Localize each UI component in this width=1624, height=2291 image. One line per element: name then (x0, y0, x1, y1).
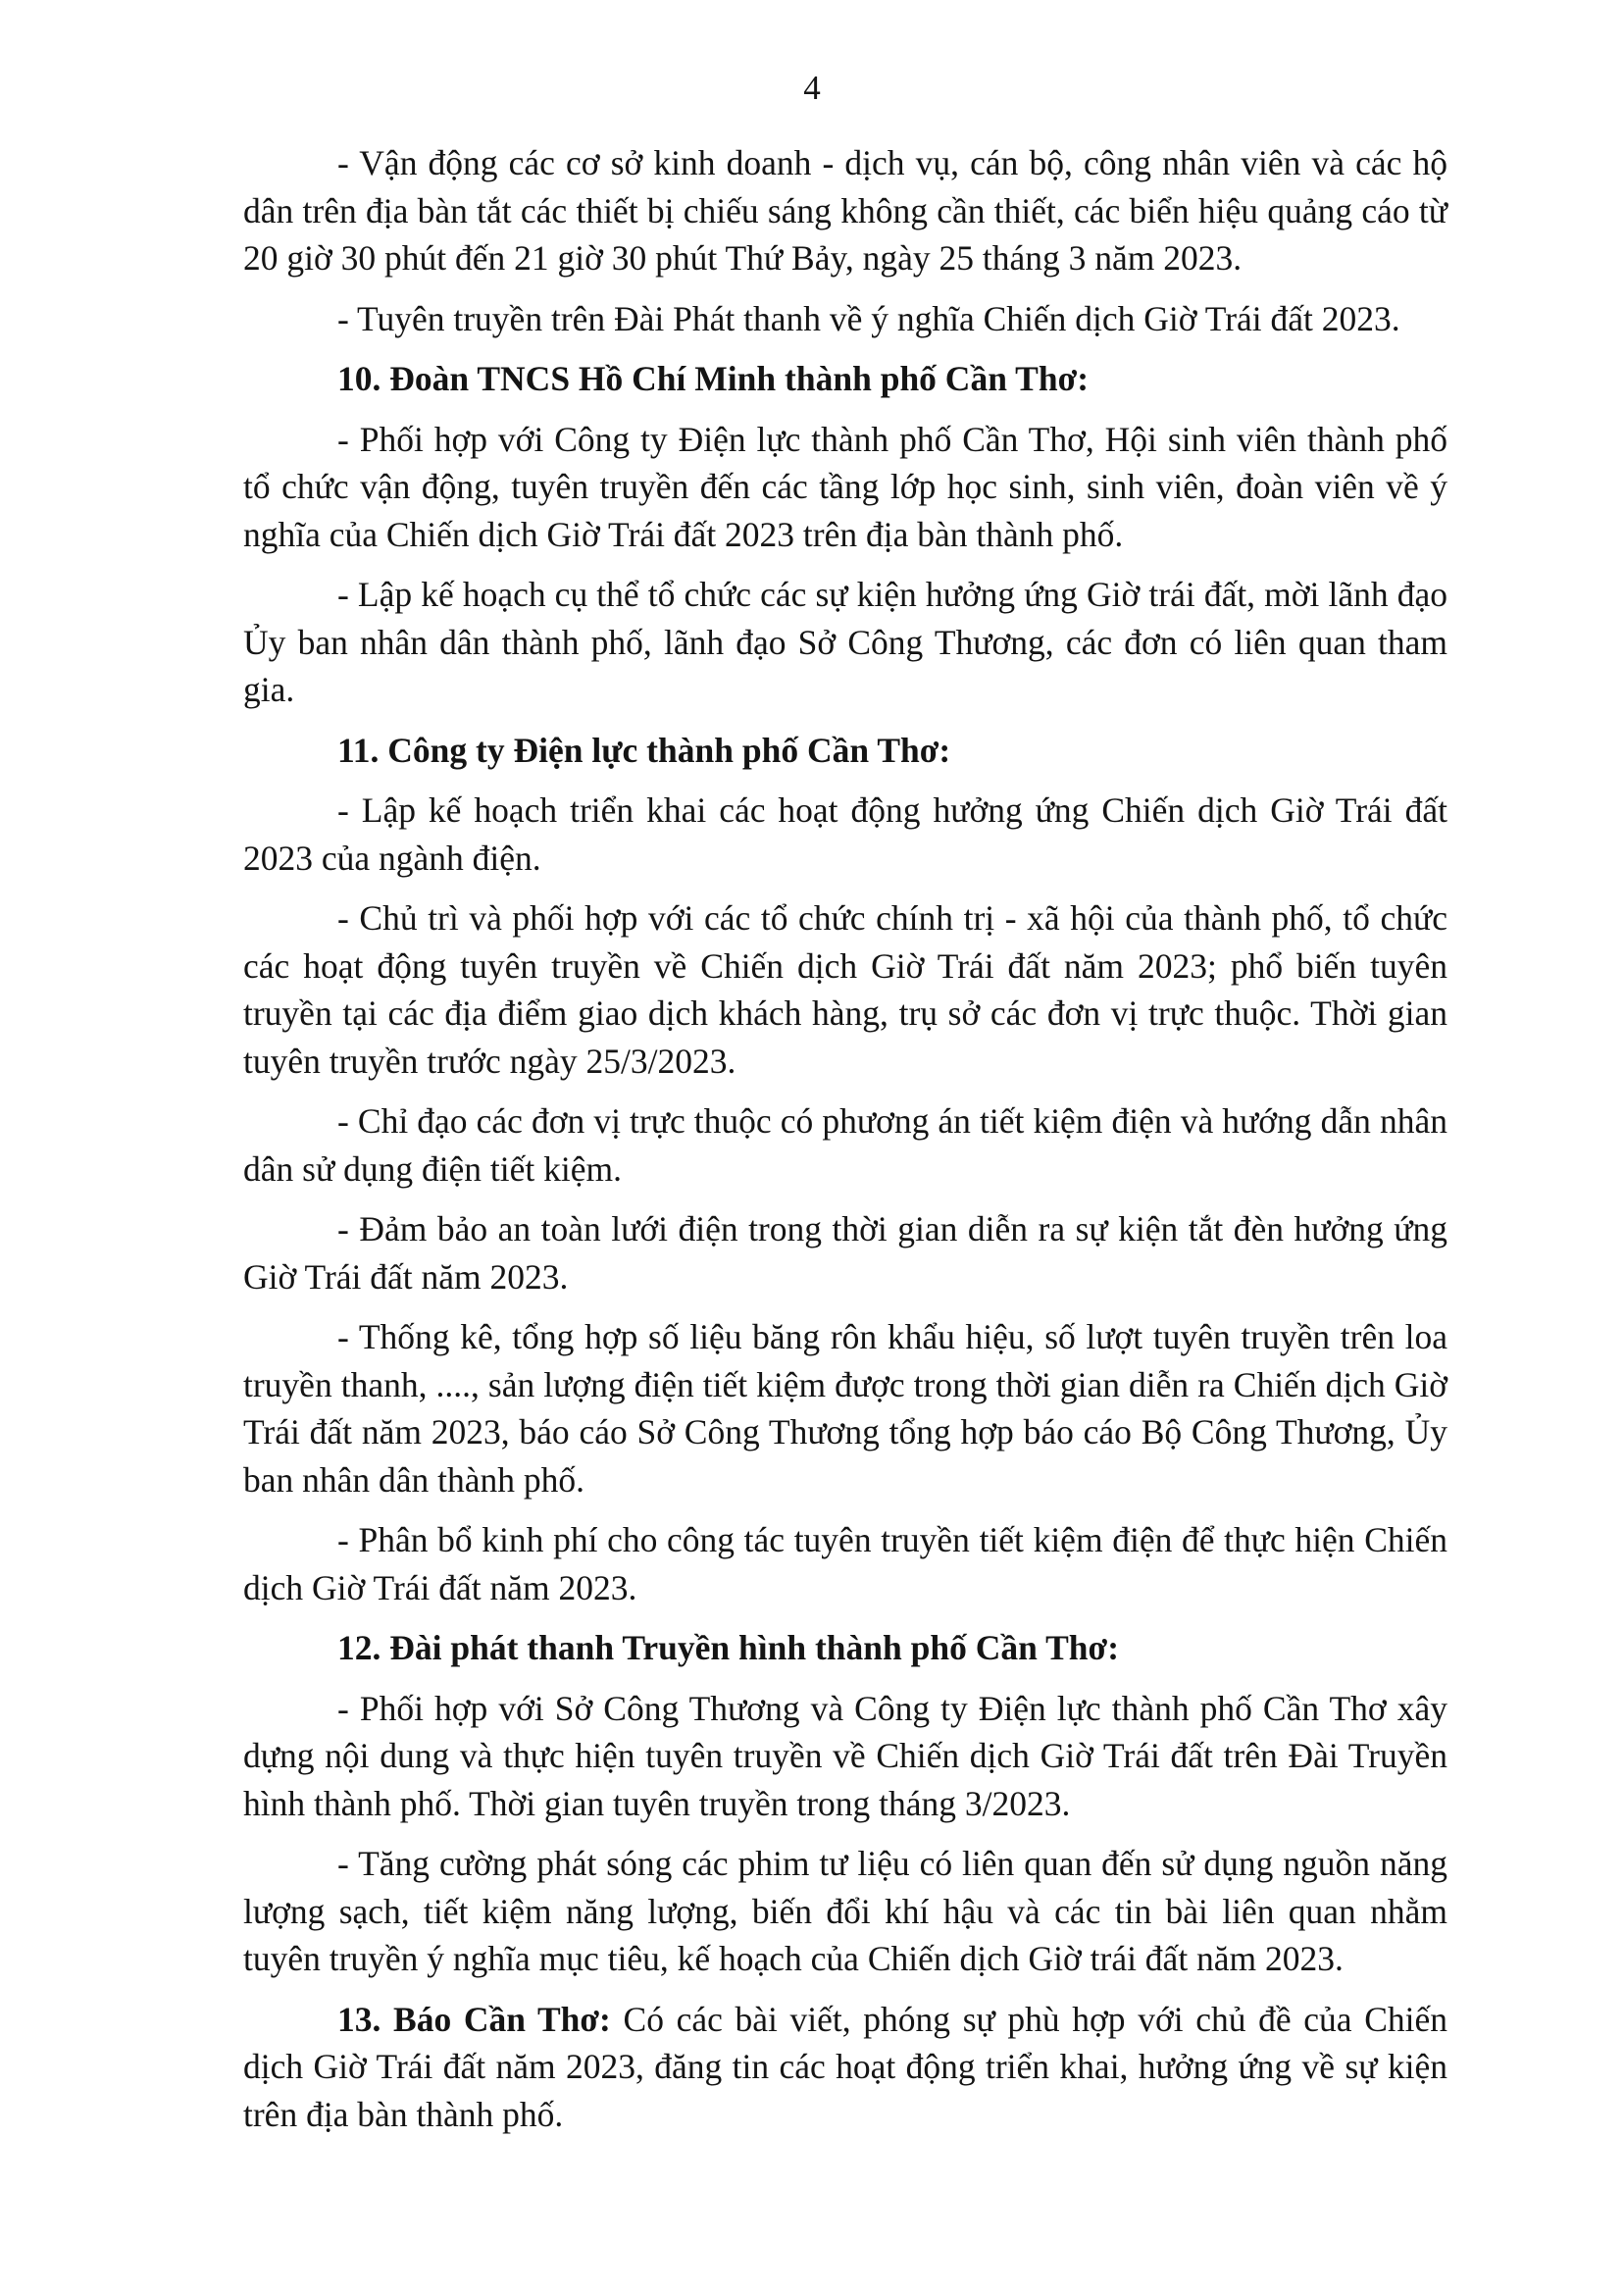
section-11-paragraph: - Chỉ đạo các đơn vị trực thuộc có phương án tiết kiệm điện và hướng dẫn nhân dân sử dụng điện tiết kiệm. (243, 1101, 1447, 1189)
section-12-paragraph: - Tăng cường phát sóng các phim tư liệu có liên quan đến sử dụng nguồn năng lượng sạch, tiết kiệm năng lượng, biến đổi khí hậu và các tin bài liên quan nhằm tuyên truyền ý nghĩa mục tiêu, kế hoạch của Chiến dịch Giờ trái đất năm 2023. (243, 1844, 1447, 1978)
section-10-paragraph: - Phối hợp với Công ty Điện lực thành phố Cần Thơ, Hội sinh viên thành phố tổ chức vận động, tuyên truyền đến các tầng lớp học sinh, sinh viên, đoàn viên về ý nghĩa của Chiến dịch Giờ Trái đất 2023 trên địa bàn thành phố. (243, 419, 1447, 554)
section-10-paragraph: - Lập kế hoạch cụ thể tổ chức các sự kiện hưởng ứng Giờ trái đất, mời lãnh đạo Ủy ban nhân dân thành phố, lãnh đạo Sở Công Thương, các đơn có liên quan tham gia. (243, 575, 1447, 709)
paragraph-radio-propaganda: - Tuyên truyền trên Đài Phát thanh về ý nghĩa Chiến dịch Giờ Trái đất 2023. (337, 298, 1400, 338)
section-13-text: Có các bài viết, phóng sự phù hợp với chủ đề của Chiến dịch Giờ Trái đất năm 2023, đăng tin các hoạt động triển khai, hưởng ứng về sự kiện trên địa bàn thành phố. (243, 1999, 1447, 2134)
section-12-paragraph: - Phối hợp với Sở Công Thương và Công ty Điện lực thành phố Cần Thơ xây dựng nội dung và thực hiện tuyên truyền về Chiến dịch Giờ Trái đất trên Đài Truyền hình thành phố. Thời gian tuyên truyền trong tháng 3/2023. (243, 1688, 1447, 1823)
section-11-paragraph: - Lập kế hoạch triển khai các hoạt động hưởng ứng Chiến dịch Giờ Trái đất 2023 của ngành điện. (243, 790, 1447, 878)
document-body (243, 139, 1447, 2151)
section-11-paragraph: - Đảm bảo an toàn lưới điện trong thời gian diễn ra sự kiện tắt đèn hưởng ứng Giờ Trái đất năm 2023. (243, 1209, 1447, 1297)
section-10-heading: 10. Đoàn TNCS Hồ Chí Minh thành phố Cần Thơ: (337, 359, 1090, 398)
paragraph-mobilize-businesses: - Vận động các cơ sở kinh doanh - dịch vụ, cán bộ, công nhân viên và các hộ dân trên địa bàn tắt các thiết bị chiếu sáng không cần thiết, các biển hiệu quảng cáo từ 20 giờ 30 phút đến 21 giờ 30 phút Thứ Bảy, ngày 25 tháng 3 năm 2023. (243, 143, 1447, 278)
section-11-paragraph: - Phân bổ kinh phí cho công tác tuyên truyền tiết kiệm điện để thực hiện Chiến dịch Giờ Trái đất năm 2023. (243, 1520, 1447, 1607)
section-13-heading: 13. Báo Cần Thơ: (337, 1999, 611, 2039)
section-12-heading: 12. Đài phát thanh Truyền hình thành phố Cần Thơ: (337, 1628, 1120, 1667)
section-11-heading: 11. Công ty Điện lực thành phố Cần Thơ: (337, 730, 951, 770)
section-13-paragraph (243, 1996, 1447, 2139)
section-11-paragraph: - Chủ trì và phối hợp với các tổ chức chính trị - xã hội của thành phố, tổ chức các hoạt động tuyên truyền về Chiến dịch Giờ Trái đất năm 2023; phổ biến tuyên truyền tại các địa điểm giao dịch khách hàng, trụ sở các đơn vị trực thuộc. Thời gian tuyên truyền trước ngày 25/3/2023. (243, 898, 1447, 1081)
page-number: 4 (803, 69, 821, 107)
section-11-paragraph: - Thống kê, tổng hợp số liệu băng rôn khẩu hiệu, số lượt tuyên truyền trên loa truyền thanh, ...., sản lượng điện tiết kiệm được trong thời gian diễn ra Chiến dịch Giờ Trái đất năm 2023, báo cáo Sở Công Thương tổng hợp báo cáo Bộ Công Thương, Ủy ban nhân dân thành phố. (243, 1317, 1447, 1500)
